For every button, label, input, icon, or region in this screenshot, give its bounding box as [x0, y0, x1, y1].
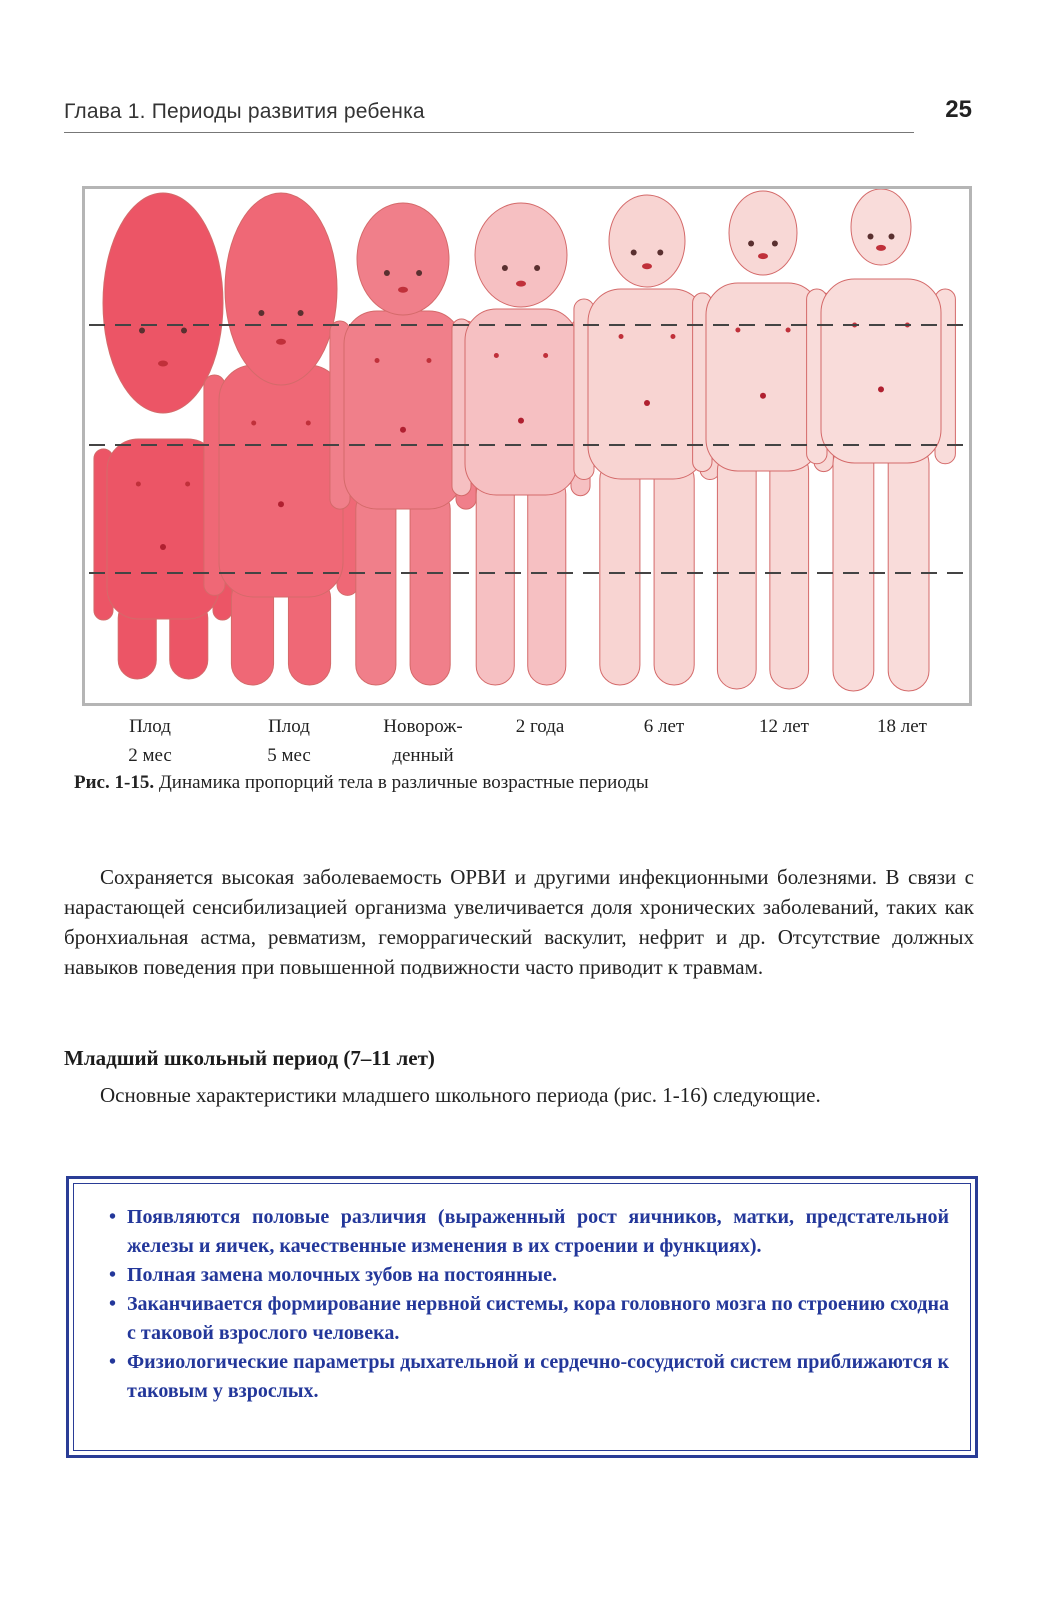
section-heading: Младший школьный период (7–11 лет) — [64, 1046, 435, 1070]
navel — [518, 418, 524, 424]
list-item: • Заканчивается формирование нервной системы, кора головного мозга по строению сходна с таковой взрослого человека. — [109, 1290, 949, 1348]
fig-label-fetus-5m: Плод 5 мес — [267, 716, 311, 766]
mouth — [758, 253, 768, 259]
nipple — [735, 328, 740, 333]
eye — [139, 328, 145, 334]
eye — [631, 250, 637, 256]
nipple — [306, 421, 311, 426]
eye — [748, 241, 754, 247]
fig-label-newborn: Новорож- денный — [383, 716, 463, 766]
nipple — [251, 421, 256, 426]
mouth — [876, 245, 886, 251]
torso — [821, 279, 941, 463]
torso — [344, 311, 462, 509]
torso — [107, 439, 219, 619]
figure-body-proportions — [82, 186, 972, 706]
nipple — [619, 334, 624, 339]
nipple — [426, 358, 431, 363]
eye — [534, 265, 540, 271]
chapter-title: Глава 1. Периоды развития ребенка — [64, 100, 425, 123]
torso — [706, 283, 820, 471]
mouth — [398, 287, 408, 293]
eye — [416, 270, 422, 276]
head — [357, 203, 449, 315]
figure-illustration — [85, 189, 969, 703]
figure-caption — [74, 772, 649, 794]
paragraph-1: Сохраняется высокая заболеваемость ОРВИ и другими инфекционными болезнями. В связи с нарастающей сенсибилизацией организма увеличивается доля хронических заболеваний, таких как бронхиальная астма, ревматизм, геморрагический васкулит, нефрит и др. Отсутствие должных навыков поведения при повышенной подвижности часто приводит к травмам. — [64, 865, 974, 979]
left-leg — [476, 475, 514, 685]
right-leg — [410, 489, 450, 685]
figure-caption-text: Динамика пропорций тела в различные возрастные периоды — [154, 772, 649, 793]
right-leg — [528, 475, 566, 685]
torso — [465, 309, 577, 495]
fig-label-6y: 6 лет — [643, 716, 685, 737]
navel — [160, 544, 166, 550]
left-leg — [833, 443, 874, 691]
eye — [657, 250, 663, 256]
eye — [181, 328, 187, 334]
left-leg — [356, 489, 396, 685]
bullet-icon: • — [109, 1293, 117, 1315]
head — [609, 195, 685, 287]
navel — [644, 400, 650, 406]
fig-label-12y: 12 лет — [759, 716, 809, 737]
header-rule — [64, 132, 914, 133]
eye — [298, 310, 304, 316]
navel — [760, 393, 766, 399]
list-item: • Появляются половые различия (выраженный рост яичников, матки, предстательной железы и яичек, качественные изменения в их строении и функциях). — [109, 1203, 949, 1261]
bullet-icon: • — [109, 1264, 117, 1286]
nipple — [136, 482, 141, 487]
nipple — [375, 358, 380, 363]
eye — [889, 234, 895, 240]
eye — [772, 241, 778, 247]
mouth — [158, 361, 168, 367]
eye — [868, 234, 874, 240]
head — [851, 189, 911, 265]
nipple — [494, 353, 499, 358]
bullet-icon: • — [109, 1206, 117, 1228]
right-leg — [888, 443, 929, 691]
fig-label-18y: 18 лет — [877, 716, 927, 737]
nipple — [543, 353, 548, 358]
eye — [384, 270, 390, 276]
mouth — [276, 339, 286, 345]
torso — [219, 365, 343, 597]
navel — [278, 501, 284, 507]
fig-label-2y: 2 года — [515, 716, 565, 737]
silhouette-age-18 — [807, 189, 956, 691]
head — [729, 191, 797, 275]
head — [225, 193, 337, 385]
bullet-icon: • — [109, 1351, 117, 1373]
nipple — [670, 334, 675, 339]
paragraph-2: Основные характеристики младшего школьного периода (рис. 1-16) следующие. — [100, 1083, 821, 1107]
figure-number: Рис. 1-15. — [74, 772, 155, 793]
nipple — [786, 328, 791, 333]
nipple — [185, 482, 190, 487]
page-number: 25 — [945, 96, 972, 123]
left-leg — [717, 451, 756, 689]
torso — [588, 289, 706, 479]
eye — [502, 265, 508, 271]
running-head — [64, 96, 974, 136]
key-points-box — [66, 1176, 978, 1458]
list-item: • Физиологические параметры дыхательной и сердечно-сосудистой систем приближаются к таковым у взрослых. — [109, 1348, 949, 1406]
fig-label-fetus-2m: Плод 2 мес — [128, 716, 172, 766]
navel — [400, 427, 406, 433]
right-leg — [770, 451, 809, 689]
list-item: • Полная замена молочных зубов на постоянные. — [109, 1261, 949, 1290]
key-points-list — [109, 1203, 949, 1406]
mouth — [642, 263, 652, 269]
mouth — [516, 281, 526, 287]
head — [475, 203, 567, 307]
eye — [258, 310, 264, 316]
navel — [878, 386, 884, 392]
